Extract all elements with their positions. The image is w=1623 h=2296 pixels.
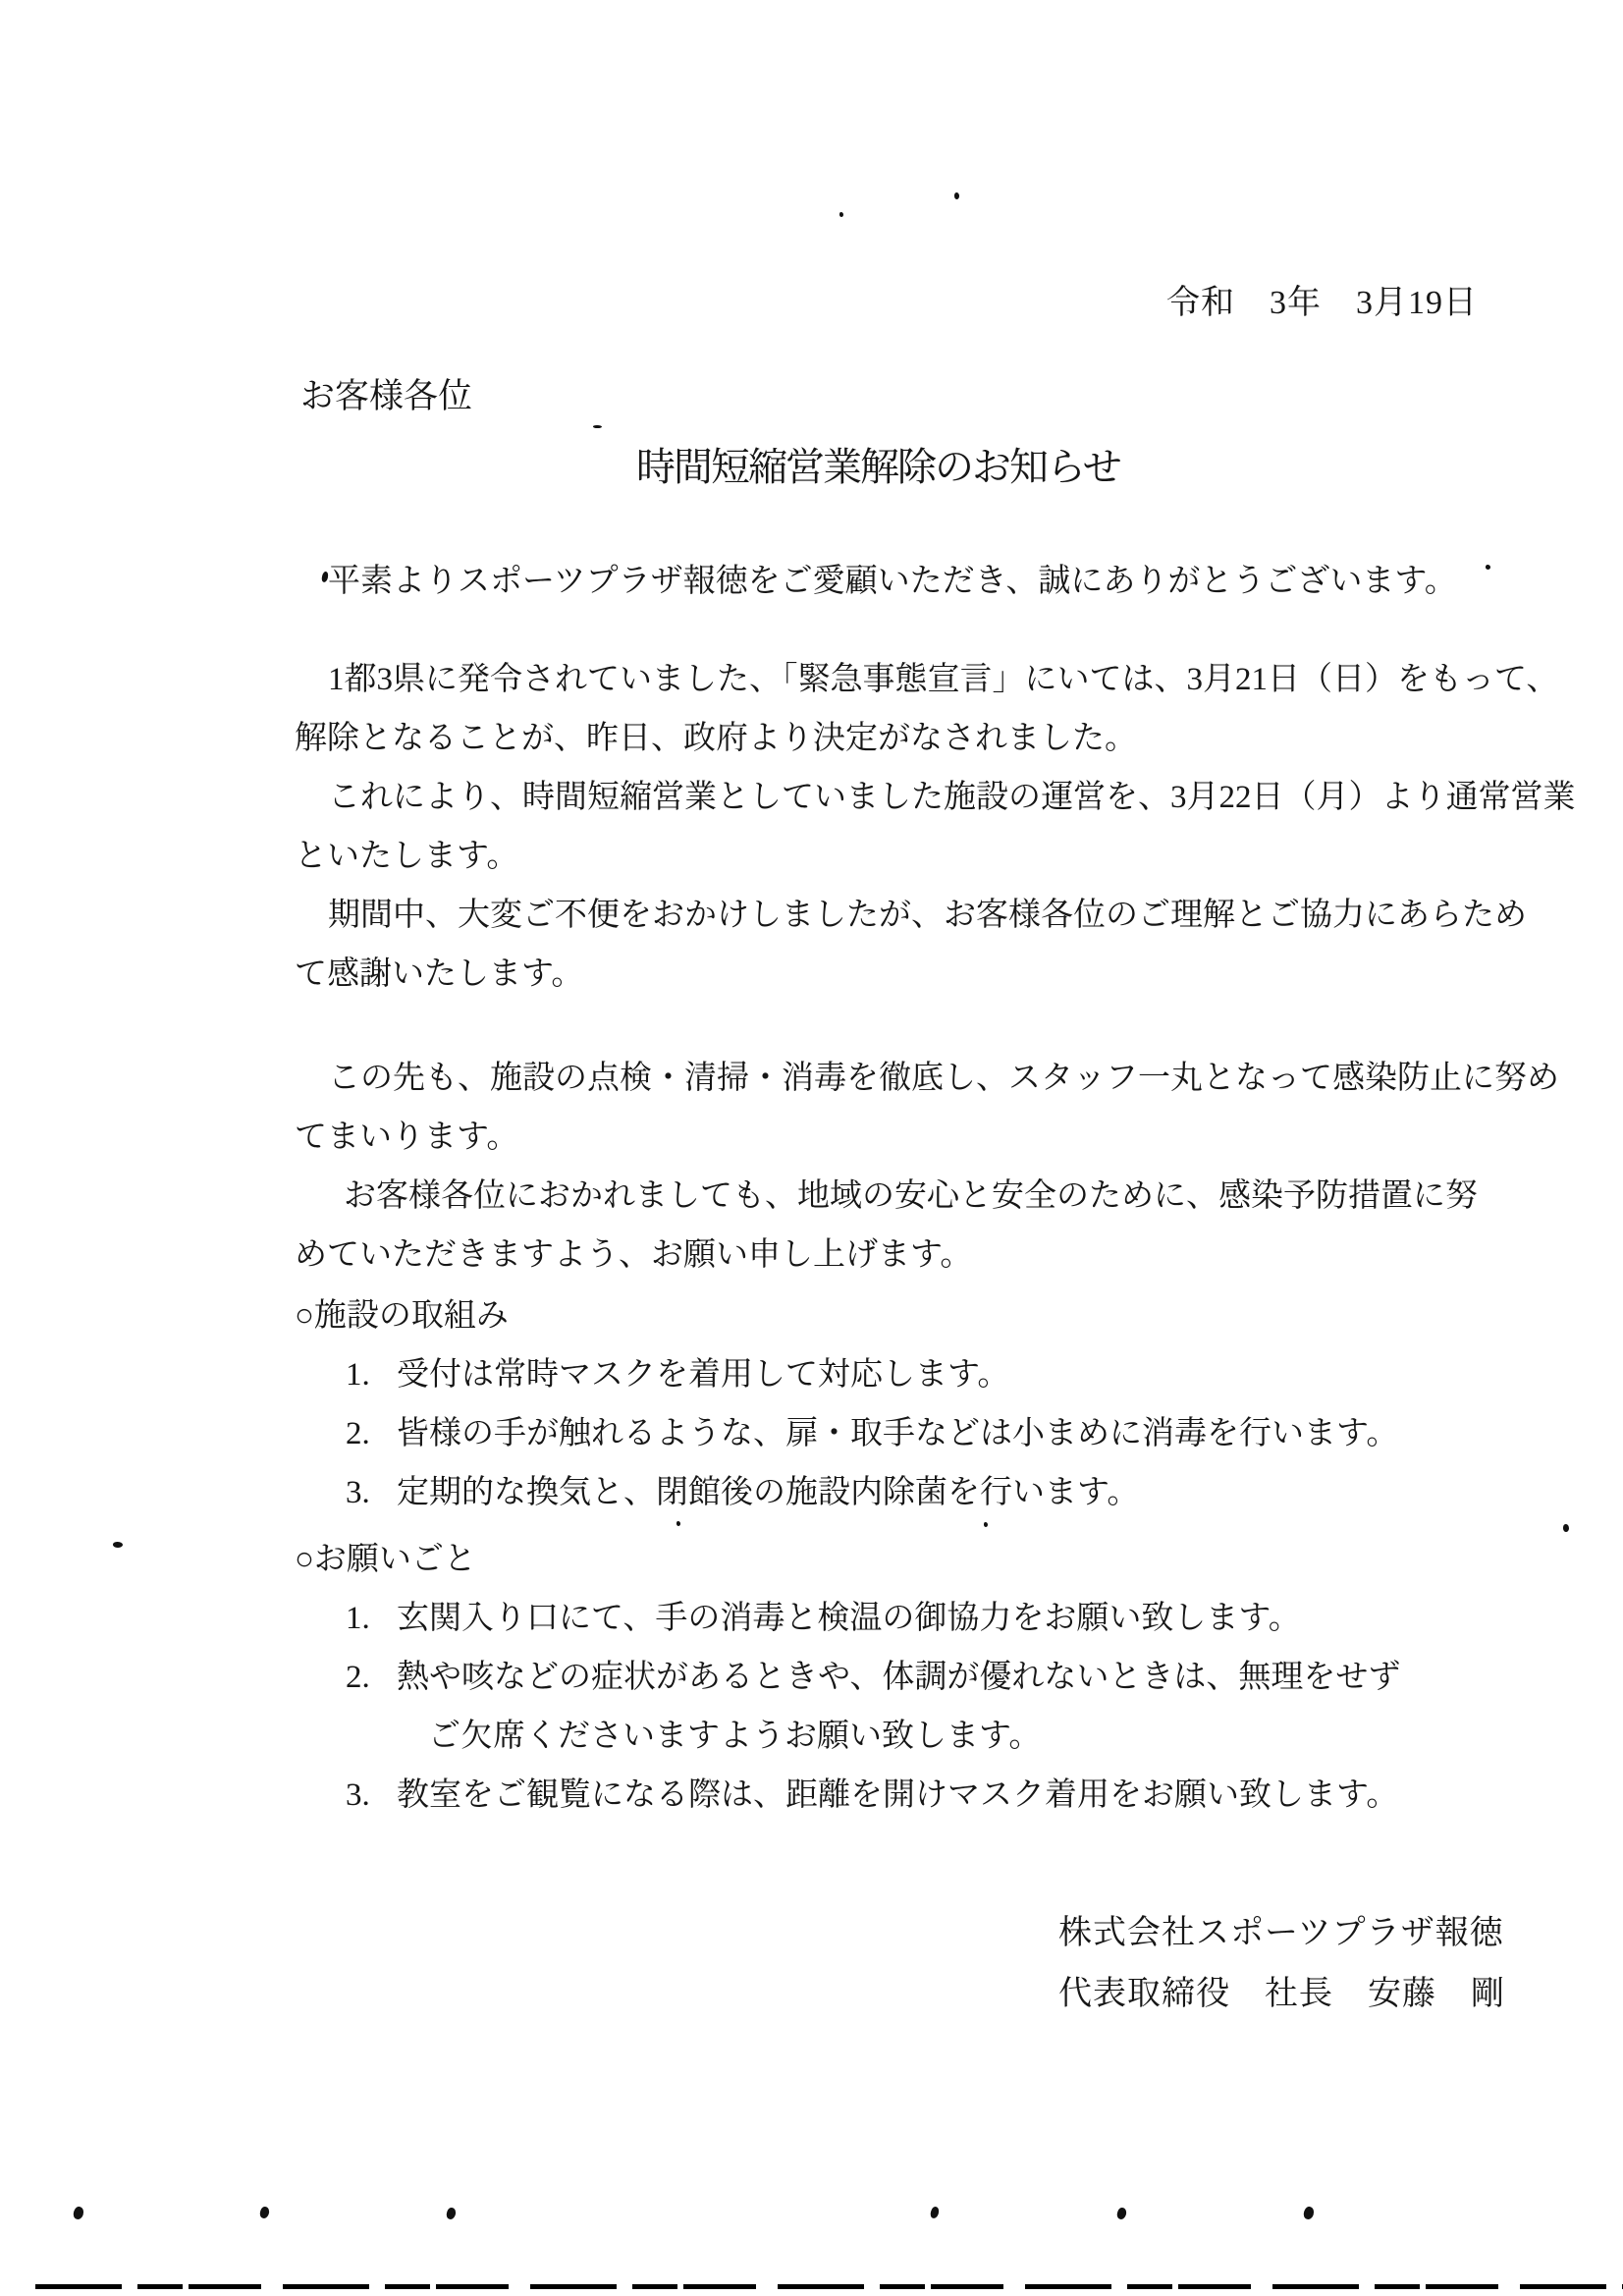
scan-speck — [1563, 1524, 1569, 1532]
list-item — [295, 1463, 1532, 1522]
letter-title: 時間短縮営業解除のお知らせ — [636, 445, 1120, 489]
body-line: て感謝いたします。 — [295, 957, 584, 992]
signature-company: 株式会社スポーツプラザ報徳 — [1058, 1915, 1504, 1951]
list-item — [295, 1766, 1532, 1825]
scan-speck — [839, 212, 843, 217]
scan-speck — [954, 192, 959, 199]
scan-speck — [258, 2206, 270, 2219]
list-item-number: 2. — [346, 1416, 370, 1451]
scan-speck — [1302, 2206, 1316, 2220]
list-item-number: 1. — [346, 1601, 370, 1636]
greeting-line: 平素よりスポーツプラザ報徳をご愛顧いただき、誠にありがとうございます。 — [328, 564, 1457, 599]
body-line: といたします。 — [295, 839, 519, 874]
scan-speck — [593, 425, 602, 428]
list-item-text: 熱や咳などの症状があるときや、体調が優れないときは、無理をせず — [397, 1660, 1401, 1695]
list-item-text: 皆様の手が触れるような、扉・取手などは小まめに消毒を行います。 — [397, 1416, 1399, 1451]
list-item-text: 教室をご観覧になる際は、距離を開けマスク着用をお願い致します。 — [397, 1777, 1399, 1813]
letter-recipient: お客様各位 — [300, 377, 473, 415]
list-item-continuation: ご欠席くださいますようお願い致します。 — [428, 1719, 1042, 1754]
signature-block — [1058, 1903, 1505, 2025]
letter-body — [295, 552, 1576, 1825]
list-item-text: 受付は常時マスクを着用して対応します。 — [397, 1357, 1010, 1393]
signature-representative: 代表取締役 社長 安藤 剛 — [1058, 1976, 1505, 2012]
body-line: お客様各位におかれましても、地域の安心と安全のために、感染予防措置に努 — [344, 1178, 1478, 1214]
list-item — [295, 1404, 1532, 1463]
list-item-number: 1. — [346, 1357, 370, 1393]
body-line: 解除となることが、昨日、政府より決定がなされました。 — [295, 721, 1137, 756]
scan-speck — [984, 1522, 988, 1527]
body-line: てまいります。 — [295, 1120, 519, 1155]
scan-speck — [1486, 565, 1490, 570]
body-line: めていただきますよう、お願い申し上げます。 — [295, 1237, 973, 1273]
section-heading: ○施設の取組み — [295, 1298, 509, 1334]
letter-date: 令和 3年 3月19日 — [1166, 285, 1478, 321]
list-item-number: 3. — [346, 1475, 370, 1510]
scan-edge-line — [35, 2284, 1623, 2289]
list-item — [295, 1345, 1532, 1404]
list-item-text: 定期的な換気と、閉館後の施設内除菌を行います。 — [397, 1475, 1140, 1510]
scan-speck — [72, 2206, 85, 2220]
body-line: この先も、施設の点検・清掃・消毒を徹底し、スタッフ一丸となって感染防止に努め — [328, 1061, 1559, 1096]
section-facility-measures — [295, 1286, 1532, 1522]
list-item-text: 玄関入り口にて、手の消毒と検温の御協力をお願い致します。 — [397, 1601, 1301, 1636]
scan-speck — [929, 2206, 940, 2219]
list-item-number: 2. — [346, 1660, 370, 1695]
scan-speck — [445, 2207, 457, 2220]
scan-speck — [1115, 2207, 1127, 2220]
body-line: 1都3県に発令されていました、「緊急事態宣言」にいては、3月21日（日）をもって、 — [328, 662, 1559, 697]
body-line: 期間中、大変ご不便をおかけしましたが、お客様各位のご理解とご協力にあらため — [328, 898, 1527, 933]
scan-speck — [113, 1542, 123, 1548]
section-heading: ○お願いごと — [295, 1542, 476, 1577]
list-item-number: 3. — [346, 1777, 370, 1813]
list-item — [295, 1648, 1532, 1707]
scan-speck — [676, 1521, 680, 1526]
section-requests — [295, 1530, 1532, 1825]
body-line: これにより、時間短縮営業としていました施設の運営を、3月22日（月）より通常営業 — [328, 780, 1576, 815]
list-item — [295, 1589, 1532, 1648]
